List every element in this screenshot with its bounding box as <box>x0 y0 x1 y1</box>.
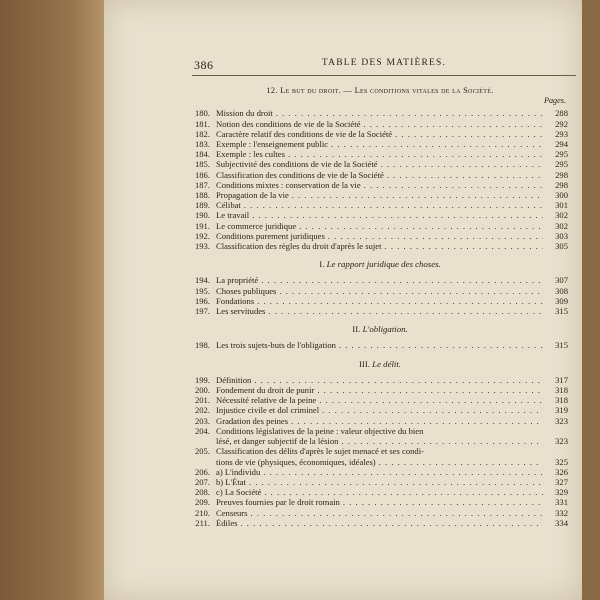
toc-entry: 185. Subjectivité des conditions de vie de la Société . . . 295 <box>192 159 568 169</box>
toc-entry: 211. Édiles . . . 334 <box>192 518 568 528</box>
section-roman: III. <box>358 358 370 369</box>
toc-entry: 187. Conditions mixtes : conservation de la vie . . . 298 <box>192 180 568 190</box>
toc-entry: 194. La propriété . . . 307 <box>192 275 568 285</box>
toc-entry: 193. Classification des règles du droit d'après le sujet . . . 305 <box>192 241 568 251</box>
chapter-dash: — <box>343 86 353 95</box>
toc-entry: 201. Nécessité relative de la peine . . . 318 <box>192 395 568 405</box>
toc-entry: 186. Classification des conditions de vie de la Société . . . 298 <box>192 170 568 180</box>
toc-entry: 181. Notion des conditions de vie de la Société . . . 292 <box>192 119 568 129</box>
section-things-entries <box>192 275 568 316</box>
toc-entry: 206. a) L'individu . . . 326 <box>192 467 568 477</box>
section-title: L'obligation. <box>362 324 408 335</box>
chapter-heading <box>192 86 568 96</box>
toc-entry: 180. Mission du droit . . . 288 <box>192 108 568 118</box>
toc-entry: 191. Le commerce juridique . . . 302 <box>192 221 568 231</box>
table-of-contents <box>192 86 568 528</box>
toc-entry-continuation: tions de vie (physiques, économiques, idéales) . . . 325 <box>192 457 568 467</box>
toc-entry: 197. Les servitudes . . . 315 <box>192 306 568 316</box>
running-head: TABLE DES MATIÈRES. <box>321 58 447 68</box>
toc-entry: 208. c) La Société . . . 329 <box>192 487 568 497</box>
page-number: 386 <box>194 58 214 72</box>
toc-entry: 183. Exemple : l'enseignement public . . . 294 <box>192 139 568 149</box>
toc-entry: 184. Exemple : les cultes . . . 295 <box>192 149 568 159</box>
chapter-title-part1: Le but du droit. <box>280 86 342 95</box>
toc-entry: 204. Conditions législatives de la peine : valeur objective du bien <box>194 425 424 436</box>
toc-entry: 205. Classification des délits d'après le sujet menacé et ses condi- <box>194 446 424 457</box>
toc-entry: 195. Choses publiques . . . 308 <box>192 286 568 296</box>
section-heading-delit <box>192 359 568 369</box>
toc-entry: 190. Le travail . . . 302 <box>192 210 568 220</box>
toc-entry: 188. Propagation de la vie . . . 300 <box>192 190 568 200</box>
toc-entry: 182. Caractère relatif des conditions de vie de la Société . . . 293 <box>192 129 568 139</box>
toc-entry: 200. Fondement du droit de punir . . . 318 <box>192 385 568 395</box>
toc-entry: 192. Conditions purement juridiques . . . 303 <box>192 231 568 241</box>
toc-entry: 196. Fondations . . . 309 <box>192 296 568 306</box>
toc-entry: 209. Preuves fournies par le droit romain . . . 331 <box>192 497 568 507</box>
book-page <box>104 0 582 600</box>
section-heading-things <box>192 259 568 269</box>
toc-entry: 202. Injustice civile et dol criminel . . . 319 <box>192 405 568 415</box>
section-roman: II. <box>352 324 361 335</box>
main-entries <box>192 108 568 251</box>
toc-entry: 189. Célibat . . . 301 <box>192 200 568 210</box>
section-delit-entries <box>192 375 568 528</box>
section-roman: I. <box>319 259 325 270</box>
toc-entry-continuation: lésé, et danger subjectif de la lésion . . . 323 <box>192 436 568 446</box>
pages-label: Pages. <box>543 96 566 106</box>
book-gutter <box>0 0 104 600</box>
toc-entry: 203. Gradation des peines . . . 323 <box>192 416 568 426</box>
section-obligation-entries <box>192 340 568 350</box>
toc-entry: 207. b) L'État . . . 327 <box>192 477 568 487</box>
section-title: Le rapport juridique des choses. <box>326 259 441 270</box>
toc-entry: 210. Censeurs . . . 332 <box>192 508 568 518</box>
page-header <box>192 48 576 76</box>
toc-entry: 199. Définition . . . 317 <box>192 375 568 385</box>
header-rule <box>192 75 576 76</box>
section-title: Le délit. <box>372 358 402 369</box>
section-heading-obligation <box>192 324 568 334</box>
chapter-title-part2: Les conditions vitales de la Société. <box>354 86 494 95</box>
chapter-number: 12. <box>266 86 278 95</box>
toc-entry: 198. Les trois sujets-buts de l'obligation . . . 315 <box>192 340 568 350</box>
